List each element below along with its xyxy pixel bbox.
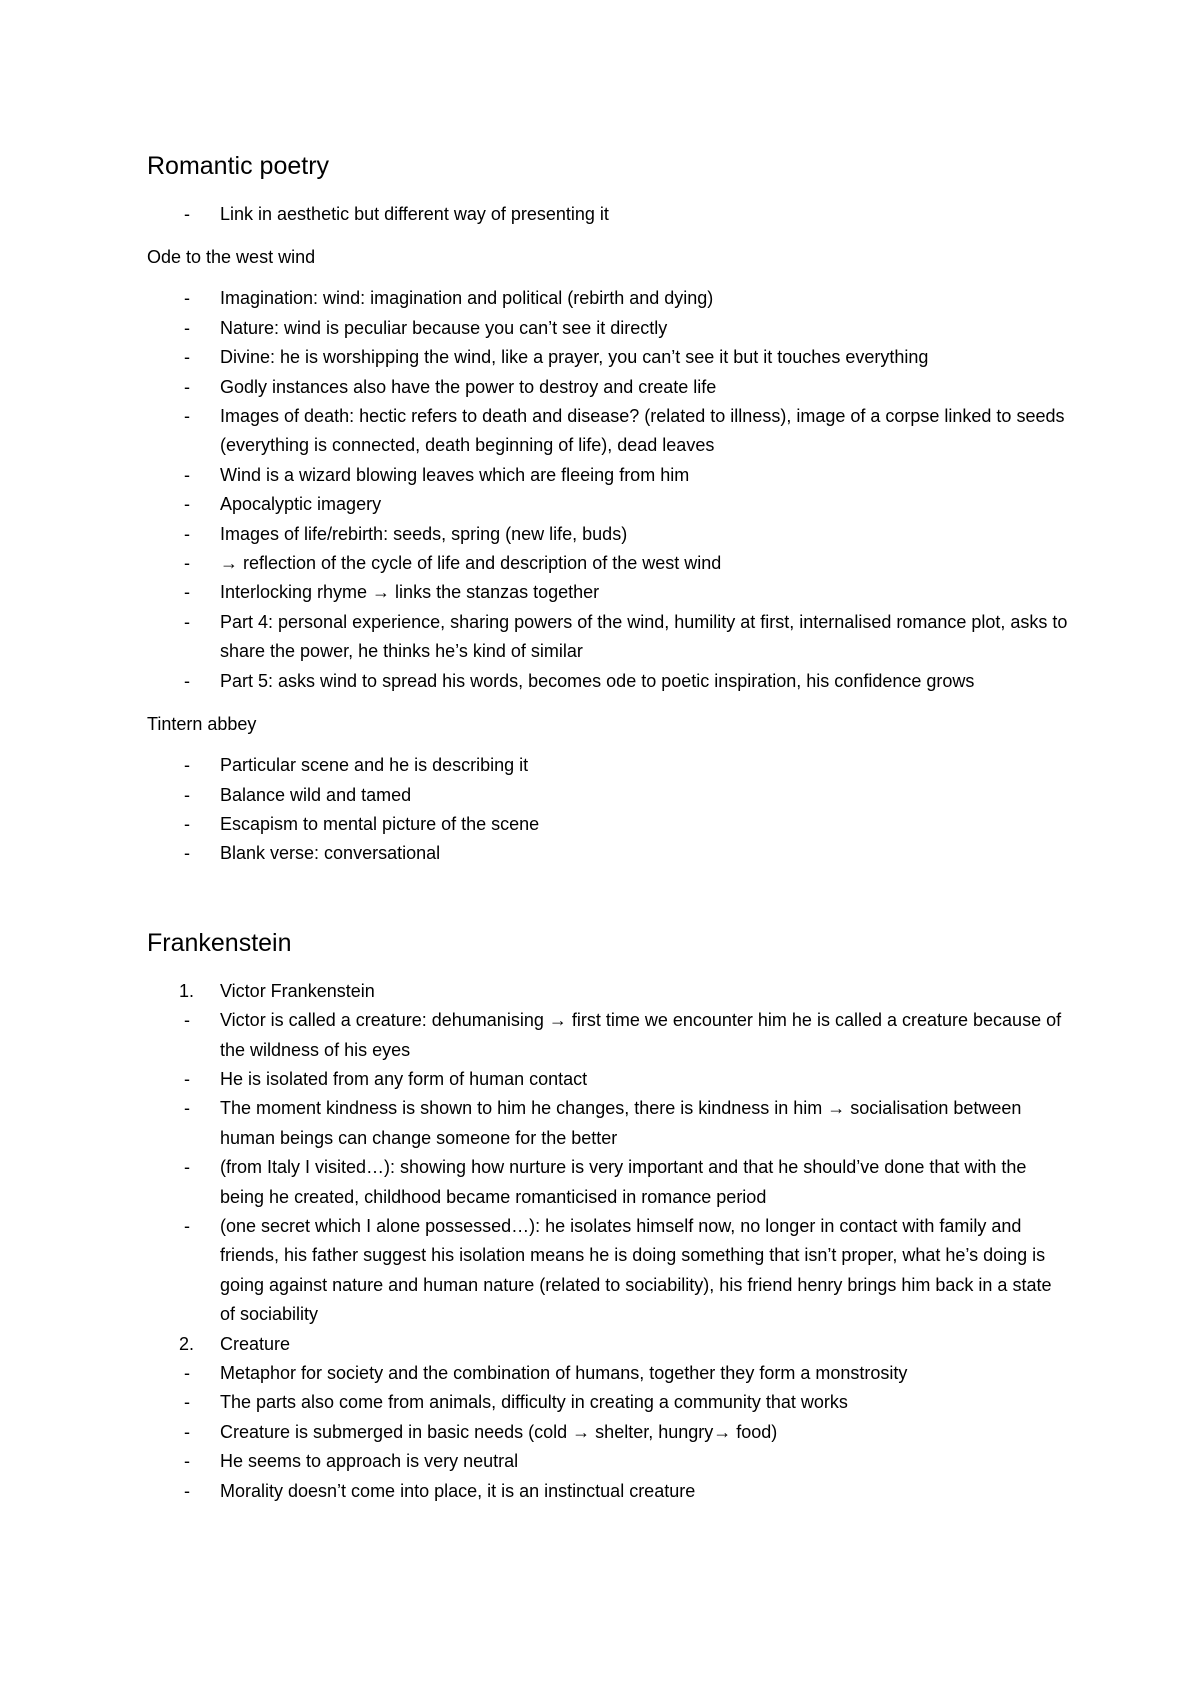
dash-bullet-icon: - xyxy=(184,1010,190,1031)
list-item: - Balance wild and tamed xyxy=(147,781,1070,810)
ode-list xyxy=(147,284,1070,696)
dash-bullet-icon: - xyxy=(184,1421,190,1442)
list-item: - Metaphor for society and the combination of humans, together they form a monstrosity xyxy=(147,1359,1070,1388)
dash-bullet-icon: - xyxy=(184,784,190,805)
list-item: - The moment kindness is shown to him he changes, there is kindness in him → socialisation between human beings can change someone for the better xyxy=(147,1094,1070,1153)
dash-bullet-icon: - xyxy=(184,1451,190,1472)
romantic-intro-list xyxy=(147,200,1070,229)
list-item: - He is isolated from any form of human contact xyxy=(147,1065,1070,1094)
dash-bullet-icon: - xyxy=(184,1480,190,1501)
list-item: - Creature is submerged in basic needs (cold → shelter, hungry→ food) xyxy=(147,1418,1070,1447)
list-item: - Link in aesthetic but different way of presenting it xyxy=(147,200,1070,229)
list-item: - Victor is called a creature: dehumanising → first time we encounter him he is called a creature because of the wildness of his eyes xyxy=(147,1006,1070,1065)
dash-bullet-icon: - xyxy=(184,464,190,485)
dash-bullet-icon: - xyxy=(184,843,190,864)
list-item: - (from Italy I visited…): showing how nurture is very important and that he should’ve done that with the being he created, childhood became romanticised in romance period xyxy=(147,1153,1070,1212)
subheading-ode: Ode to the west wind xyxy=(147,247,316,268)
dash-bullet-icon: - xyxy=(184,1363,190,1383)
dash-bullet-icon: - xyxy=(184,1392,190,1413)
list-item: - Blank verse: conversational xyxy=(147,839,1070,868)
list-item: - → reflection of the cycle of life and description of the west wind xyxy=(147,549,1070,578)
list-item: - Part 4: personal experience, sharing powers of the wind, humility at first, internalised romance plot, asks to share the power, he thinks he’s kind of similar xyxy=(147,608,1070,667)
numbered-item-victor: 1. Victor Frankenstein xyxy=(147,977,1070,1006)
heading-romantic-poetry: Romantic poetry xyxy=(147,152,330,180)
dash-bullet-icon: - xyxy=(184,204,190,224)
dash-bullet-icon: - xyxy=(184,611,190,632)
dash-bullet-icon: - xyxy=(184,317,190,338)
dash-bullet-icon: - xyxy=(184,1157,190,1178)
dash-bullet-icon: - xyxy=(184,1068,190,1089)
dash-bullet-icon: - xyxy=(184,523,190,544)
dash-bullet-icon: - xyxy=(184,406,190,427)
list-item: - He seems to approach is very neutral xyxy=(147,1447,1070,1476)
list-item: - (one secret which I alone possessed…): he isolates himself now, no longer in contact with family and friends, his father suggest his isolation means he is doing something that isn’t proper, what he’s doing is going against nature and human nature (related to sociability), his friend henry brings him back in a state of sociability xyxy=(147,1212,1070,1330)
list-item: - Images of death: hectic refers to death and disease? (related to illness), image of a corpse linked to seeds (everything is connected, death beginning of life), dead leaves xyxy=(147,402,1070,461)
dash-bullet-icon: - xyxy=(184,813,190,834)
frankenstein-list xyxy=(147,977,1070,1006)
list-item: - Wind is a wizard blowing leaves which are fleeing from him xyxy=(147,461,1070,490)
dash-bullet-icon: - xyxy=(184,288,190,309)
dash-bullet-icon: - xyxy=(184,494,190,515)
heading-frankenstein: Frankenstein xyxy=(147,928,292,957)
creature-list xyxy=(147,1359,1070,1506)
dash-bullet-icon: - xyxy=(184,347,190,368)
list-item: - Nature: wind is peculiar because you can’t see it directly xyxy=(147,314,1070,343)
list-item: - Apocalyptic imagery xyxy=(147,490,1070,519)
dash-bullet-icon: - xyxy=(184,755,190,776)
list-item: - Part 5: asks wind to spread his words, becomes ode to poetic inspiration, his confidence grows xyxy=(147,667,1070,696)
list-item: - Particular scene and he is describing it xyxy=(147,751,1070,780)
list-item: - Interlocking rhyme → links the stanzas together xyxy=(147,578,1070,607)
list-item: - Godly instances also have the power to destroy and create life xyxy=(147,373,1070,402)
number-marker: 2. xyxy=(179,1333,195,1354)
dash-bullet-icon: - xyxy=(184,582,190,603)
list-item: - Escapism to mental picture of the scene xyxy=(147,810,1070,839)
dash-bullet-icon: - xyxy=(184,1098,190,1119)
dash-bullet-icon: - xyxy=(184,553,190,574)
subheading-tintern: Tintern abbey xyxy=(147,714,257,735)
dash-bullet-icon: - xyxy=(184,1215,190,1236)
victor-list xyxy=(147,1006,1070,1329)
list-item: - Images of life/rebirth: seeds, spring (new life, buds) xyxy=(147,520,1070,549)
numbered-item-creature: 2. Creature xyxy=(147,1330,1070,1359)
tintern-list xyxy=(147,751,1070,869)
list-item: - Divine: he is worshipping the wind, like a prayer, you can’t see it but it touches everything xyxy=(147,343,1070,372)
list-item: - Imagination: wind: imagination and political (rebirth and dying) xyxy=(147,284,1070,313)
list-item: - The parts also come from animals, difficulty in creating a community that works xyxy=(147,1388,1070,1417)
dash-bullet-icon: - xyxy=(184,376,190,397)
dash-bullet-icon: - xyxy=(184,670,190,691)
frankenstein-list-2 xyxy=(147,1330,1070,1359)
number-marker: 1. xyxy=(179,980,195,1001)
list-item: - Morality doesn’t come into place, it is an instinctual creature xyxy=(147,1477,1070,1506)
